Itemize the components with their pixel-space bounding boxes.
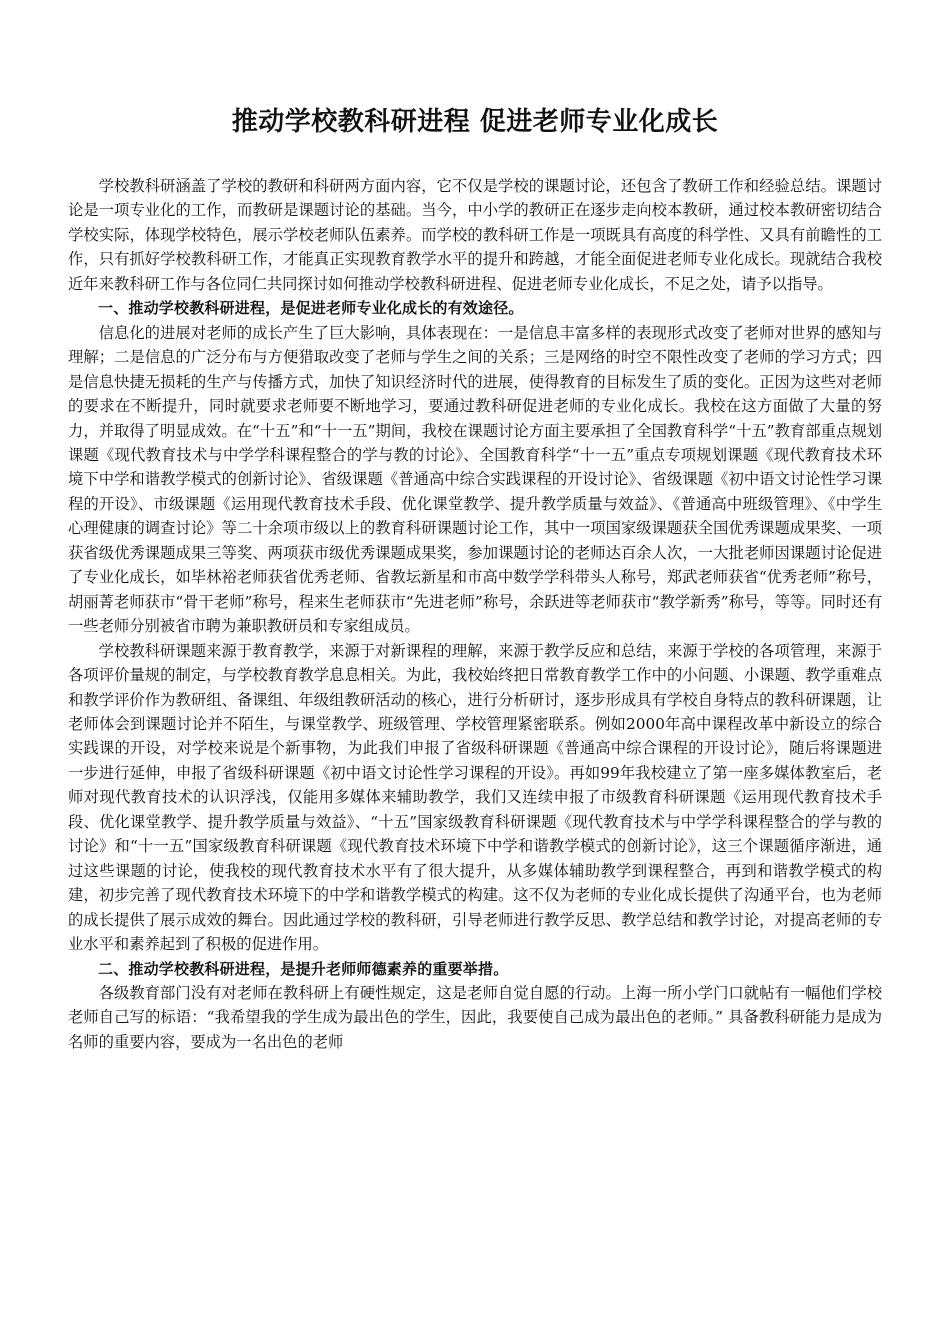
document-body xyxy=(68,174,882,1054)
document-title: 推动学校教科研进程 促进老师专业化成长 xyxy=(231,107,719,137)
section-heading-2: 二、推动学校教科研进程，是提升老师师德素养的重要举措。 xyxy=(98,959,509,978)
section-heading-1: 一、推动学校教科研进程，是促进老师专业化成长的有效途径。 xyxy=(98,299,524,318)
body-paragraph: 信息化的进展对老师的成长产生了巨大影响，具体表现在：一是信息丰富多样的表现形式改变了老师对世界的感知与理解；二是信息的广泛分布与方便猎取改变了老师与学生之间的关系；三是网络的时空不限性改变了老师的学习方式；四是信息快捷无损耗的生产与传播方式，加快了知识经济时代的进展，使得教育的目标发生了质的变化。正因为这些对老师的要求在不断提升，同时就要求老师要不断地学习，要通过教科研促进老师的专业化成长。我校在这方面做了大量的努力，并取得了明显成效。在“十五”和“十一五”期间，我校在课题讨论方面主要承担了全国教育科学“十五”教育部重点规划课题《现代教育技术与中学学科课程整合的学与教的讨论》、全国教育科学“十一五”重点专项规划课题《现代教育技术环境下中学和谐教学模式的创新讨论》、省级课题《普通高中综合实践课程的开设讨论》、省级课题《初中语文讨论性学习课程的开设》、市级课题《运用现代教育技术手段、优化课堂教学、提升教学质量与效益》、《普通高中班级管理》、《中学生心理健康的调查讨论》等二十余项市级以上的教育科研课题讨论工作，其中一项国家级课题获全国优秀课题成果奖、一项获省级优秀课题成果三等奖、两项获市级优秀课题成果奖，参加课题讨论的老师达百余人次，一大批老师因课题讨论促进了专业化成长，如毕林裕老师获省优秀老师、省教坛新星和市高中数学学科带头人称号，郑武老师获省“优秀老师”称号，胡丽菁老师获市“骨干老师”称号，程来生老师获市“先进老师”称号，余跃进等老师获市“教学新秀”称号，等等。同时还有一些老师分别被省市聘为兼职教研员和专家组成员。 xyxy=(68,323,882,636)
body-paragraph: 各级教育部门没有对老师在教科研上有硬性规定，这是老师自觉自愿的行动。上海一所小学门口就帖有一幅他们学校老师自己写的标语：“我希望我的学生成为最出色的学生，因此，我要使自己成为最出色的老师。” 具备教科研能力是成为名师的重要内容，要成为一名出色的老师 xyxy=(68,983,882,1051)
intro-paragraph: 学校教科研涵盖了学校的教研和科研两方面内容，它不仅是学校的课题讨论，还包含了教研工作和经验总结。课题讨论是一项专业化的工作，而教研是课题讨论的基础。当今，中小学的教研正在逐步走向校本教研，通过校本教研密切结合学校实际，体现学校特色，展示学校老师队伍素养。而学校的教科研工作是一项既具有高度的科学性、又具有前瞻性的工作，只有抓好学校教科研工作，才能真正实现教育教学水平的提升和跨越，才能全面促进老师专业化成长。现就结合我校近年来教科研工作与各位同仁共同探讨如何推动学校教科研进程、促进老师专业化成长，不足之处，请予以指导。 xyxy=(68,177,882,293)
body-paragraph: 学校教科研课题来源于教育教学，来源于对新课程的理解，来源于教学反应和总结，来源于学校的各项管理，来源于各项评价量规的制定，与学校教育教学息息相关。为此，我校始终把日常教育教学工作中的小问题、小课题、教学重难点和教学评价作为教研组、备课组、年级组教研活动的核心，进行分析研讨，逐步形成具有学校自身特点的教科研课题，让老师体会到课题讨论并不陌生，与课堂教学、班级管理、学校管理紧密联系。例如2000年高中课程改革中新设立的综合实践课的开设，对学校来说是个新事物，为此我们申报了省级科研课题《普通高中综合课程的开设讨论》，随后将课题进一步进行延伸，申报了省级科研课题《初中语文讨论性学习课程的开设》。再如99年我校建立了第一座多媒体教室后，老师对现代教育技术的认识浮浅，仅能用多媒体来辅助教学，我们又连续申报了市级教育科研课题《运用现代教育技术手段、优化课堂教学、提升教学质量与效益》、“十五”国家级教育科研课题《现代教育技术与中学学科课程整合的学与教的讨论》和“十一五”国家级教育科研课题《现代教育技术环境下中学和谐教学模式的创新讨论》，这三个课题循序渐进，通过这些课题的讨论，使我校的现代教育技术水平有了很大提升，从多媒体辅助教学到课程整合，再到和谐教学模式的构建，初步完善了现代教育技术环境下的中学和谐教学模式的构建。这不仅为老师的专业化成长提供了沟通平台，也为老师的成长提供了展示成效的舞台。因此通过学校的教科研，引导老师进行教学反思、教学总结和教学讨论，对提高老师的专业水平和素养起到了积极的促进作用。 xyxy=(68,641,882,954)
